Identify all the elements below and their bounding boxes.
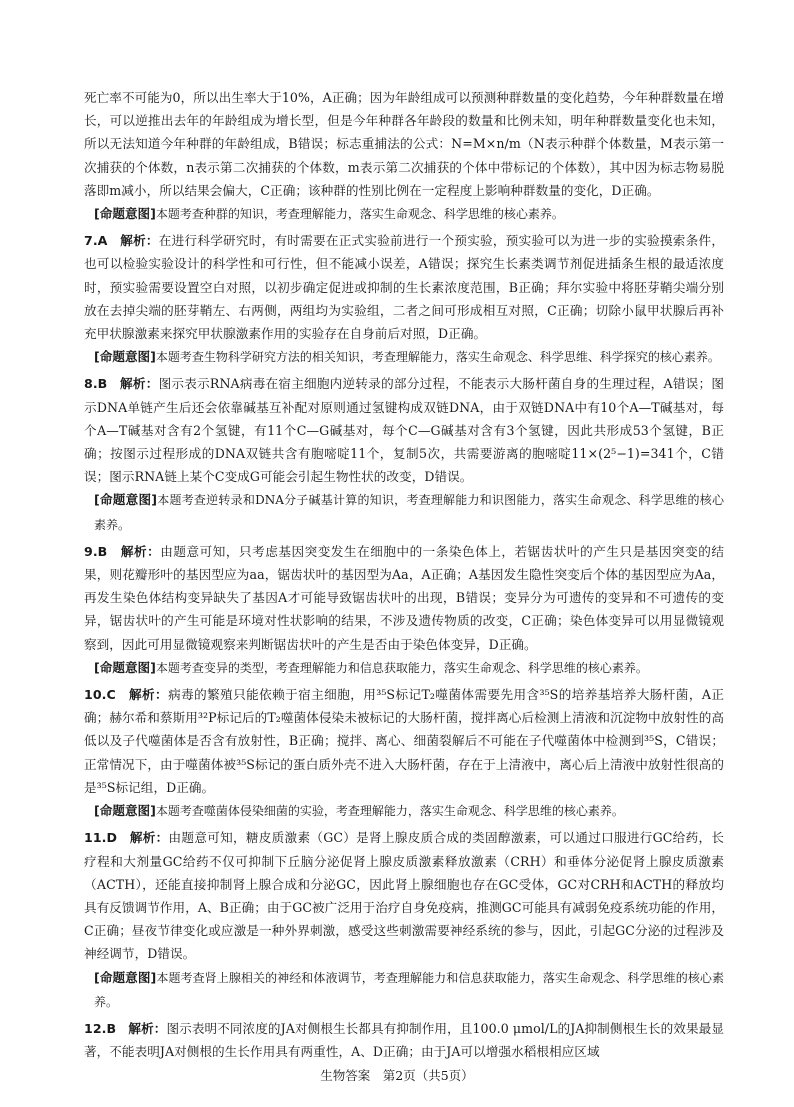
answer-item-8: [84, 372, 724, 536]
analysis-text: [84, 229, 724, 345]
analysis-label: 解析：: [120, 376, 159, 392]
question-number: 8.B: [84, 376, 108, 392]
analysis-text: [84, 1017, 724, 1063]
analysis-body: 图示表明不同浓度的JA对侧根生长都具有抑制作用，且100.0 μmol/L的JA抑制侧根生长的效果最显著，不能表明JA对侧根的生长作用具有两重性，A、D正确；由于JA可以增强水稻根相应区域: [84, 1020, 724, 1060]
analysis-body: 病毒的繁殖只能依赖于宿主细胞，用³⁵S标记T₂噬菌体需要先用含³⁵S的培养基培养大肠杆菌，A正确；赫尔希和蔡斯用³²P标记后的T₂噬菌体侵染未被标记的大肠杆菌，搅拌离心后检测上清液和沉淀物中放射性的高低以及子代噬菌体是否含有放射性，B正确；搅拌、离心、细菌裂解后不可能在子代噬菌体中检测到³⁵S，C错误；正常情况下，由于噬菌体被³⁵S标记的蛋白质外壳不进入大肠杆菌，存在于上清液中，离心后上清液中放射性很高的是³⁵S标记组，D正确。: [84, 687, 724, 795]
intent-text: 本题考查种群的知识，考查理解能力，落实生命观念、科学思维的核心素养。: [155, 207, 564, 222]
intent-label: [命题意图]: [94, 659, 156, 675]
question-number: 7.A: [84, 233, 108, 249]
intent-label: [命题意图]: [94, 206, 156, 222]
analysis-label: 解析：: [129, 830, 169, 846]
intent-note: [84, 799, 724, 823]
answer-item-10: [84, 683, 724, 823]
intent-text: 本题考查生物科学研究方法的相关知识，考查理解能力，落实生命观念、科学思维、科学探究的核心素养。: [155, 350, 720, 365]
answer-item-11: [84, 826, 724, 1014]
question-number: 11.D: [84, 830, 117, 846]
intent-note: [84, 656, 724, 680]
intent-text: 本题考查逆转录和DNA分子碱基计算的知识，考查理解能力和识图能力，落实生命观念、科学思维的核心素养。: [94, 493, 725, 532]
question-number: 10.C: [84, 687, 116, 703]
paragraph-continued: 死亡率不可能为0，所以出生率大于10%，A正确；因为年龄组成可以预测种群数量的变化趋势，今年种群数量在增长，可以逆推出去年的年龄组成为增长型，但是今年种群各年龄段的数量和比例未知，明年种群数量变化也未知，所以无法知道今年种群的年龄组成，B错误；标志重捕法的公式：N=M×n/m（N表示种群个体数量，M表示第一次捕获的个体数，n表示第二次捕获的个体数，m表示第二次捕获的个体中带标记的个体数），其中因为标志物易脱落即m减小，所以结果会偏大，C正确；该种群的性别比例在一定程度上影响种群数量的变化，D正确。: [84, 90, 724, 198]
answer-content: [84, 86, 724, 1063]
answer-item-7: [84, 229, 724, 369]
intent-note-6: [84, 202, 724, 226]
intent-note: [84, 345, 724, 369]
analysis-label: 解析：: [128, 1020, 167, 1036]
analysis-label: 解析：: [129, 687, 169, 703]
intent-text: 本题考查肾上腺相关的神经和体液调节，考查理解能力和信息获取能力，落实生命观念、科学思维的核心素养。: [94, 970, 724, 1009]
analysis-text: [84, 540, 724, 656]
answer-item-9: [84, 540, 724, 680]
analysis-label: 解析：: [120, 543, 161, 559]
analysis-body: 由题意可知，糖皮质激素（GC）是肾上腺皮质合成的类固醇激素，可以通过口服进行GC给药，长疗程和大剂量GC给药不仅可抑制下丘脑分泌促肾上腺皮质激素释放激素（CRH）和垂体分泌促肾上腺皮质激素（ACTH），还能直接抑制肾上腺合成和分泌GC，因此肾上腺细胞也存在GC受体，GC对CRH和ACTH的释放均具有反馈调节作用，A、B正确；由于GC被广泛用于治疗自身免疫病，推测GC可能具有减弱免疫系统功能的作用，C正确；昼夜节律变化或应激是一种外界刺激，感受这些刺激需要神经系统的参与，因此，引起GC分泌的过程涉及神经调节，D错误。: [84, 830, 724, 962]
question-number: 12.B: [84, 1020, 117, 1036]
analysis-text: [84, 826, 724, 965]
question-number: 9.B: [84, 543, 108, 559]
analysis-body: 图示表示RNA病毒在宿主细胞内逆转录的部分过程，不能表示大肠杆菌自身的生理过程，A错误；图示DNA单链产生后还会依靠碱基互补配对原则通过氢键构成双链DNA，由于双链DNA中有10个A—T碱基对，每个A—T碱基对含有2个氢键，有11个C—G碱基对，每个C—G碱基对含有3个氢键，因此共形成53个氢键，B正确；按图示过程形成的DNA双链共含有胞嘧啶11个，复制5次，共需要游离的胞嘧啶11×(2⁵−1)=341个，C错误；图示RNA链上某个C变成G可能会引起生物性状的改变，D错误。: [84, 376, 724, 485]
intent-note: [84, 488, 724, 536]
intent-label: [命题意图]: [94, 803, 156, 819]
intent-text: 本题考查噬菌体侵染细菌的实验，考查理解能力，落实生命观念、科学思维的核心素养。: [155, 804, 624, 819]
page-footer: 生物答案 第2页（共5页）: [320, 1068, 474, 1083]
intent-text: 本题考查变异的类型，考查理解能力和信息获取能力，落实生命观念、科学思维的核心素养。: [155, 660, 648, 675]
intent-label: [命题意图]: [94, 492, 158, 508]
intent-label: [命题意图]: [94, 349, 156, 365]
analysis-text: [84, 372, 724, 488]
intent-note: [84, 966, 724, 1014]
analysis-text: [84, 683, 724, 799]
analysis-body: 在进行科学研究时，有时需要在正式实验前进行一个预实验，预实验可以为进一步的实验摸索条件，也可以检验实验设计的科学性和可行性，但不能减小误差，A错误；探究生长素类调节剂促进插条生根的最适浓度时，预实验需要设置空白对照，以初步确定促进或抑制的生长素浓度范围，B正确；拜尔实验中将胚芽鞘尖端分别放在去掉尖端的胚芽鞘左、右两侧，两组均为实验组，二者之间可形成相互对照，C正确；切除小鼠甲状腺后再补充甲状腺激素来探究甲状腺激素作用的实验存在自身前后对照，D正确。: [84, 233, 724, 342]
intent-label: [命题意图]: [94, 969, 157, 985]
analysis-label: 解析：: [120, 233, 159, 249]
analysis-body: 由题意可知，只考虑基因突变发生在细胞中的一条染色体上，若锯齿状叶的产生只是基因突变的结果，则花瓣形叶的基因型应为aa，锯齿状叶的基因型为Aa，A正确；A基因发生隐性突变后个体的基因型应为Aa，再发生染色体结构变异缺失了基因A才可能导致锯齿状叶的出现，B错误；变异分为可遗传的变异和不可遗传的变异，锯齿状叶的产生可能是环境对性状影响的结果，不涉及遗传物质的改变，C正确；染色体变异可以用显微镜观察到，因此可用显微镜观察来判断锯齿状叶的产生是否由于染色体变异，D正确。: [84, 543, 724, 652]
answer-item-12: [84, 1017, 724, 1063]
